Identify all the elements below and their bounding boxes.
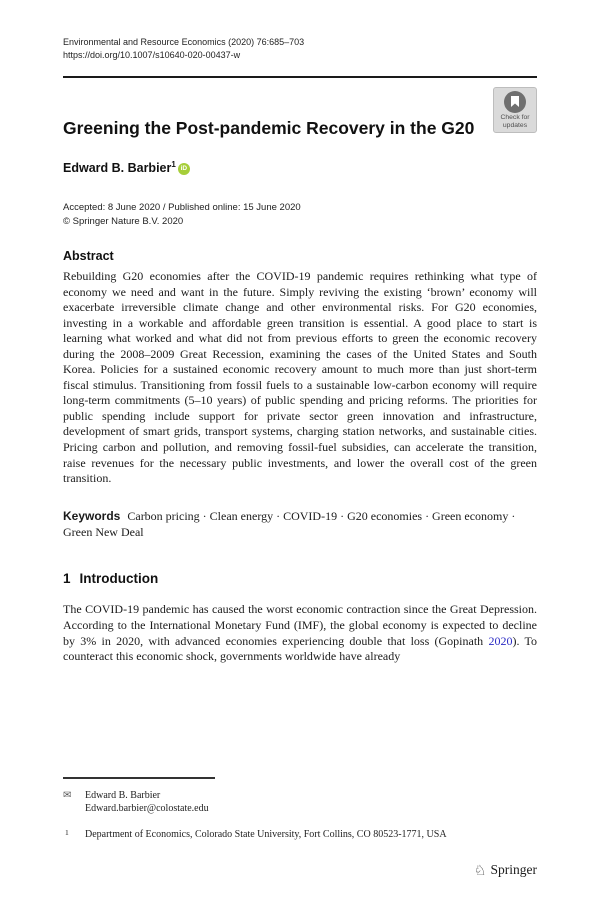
doi-link[interactable]: https://doi.org/10.1007/s10640-020-00437-w bbox=[63, 50, 241, 60]
section-number: 1 bbox=[63, 571, 71, 586]
citation-link-gopinath-2020[interactable]: 2020 bbox=[488, 633, 513, 648]
intro-text-before-citation: The COVID-19 pandemic has caused the worst economic contraction since the Great Depression. According to the International Monetary Fund (IMF), the global economy is expected to decline by 3% in 2020, with advanced economies experiencing double that loss (Gopinath bbox=[63, 602, 537, 648]
affiliation-marker: 1 bbox=[65, 828, 69, 837]
introduction-paragraph bbox=[63, 602, 537, 665]
correspondence-block bbox=[63, 789, 537, 815]
bookmark-shape bbox=[511, 96, 519, 107]
footnote-divider bbox=[63, 777, 215, 779]
springer-logo bbox=[474, 862, 537, 879]
keywords-list: Carbon pricing · Clean energy · COVID-19 · G20 economies · Green economy · Green New Deal bbox=[63, 509, 516, 539]
correspondence-name: Edward B. Barbier bbox=[85, 790, 161, 801]
correspondence-email-link[interactable]: Edward.barbier@colostate.edu bbox=[85, 803, 209, 814]
badge-text-line1: Check for bbox=[500, 114, 530, 121]
author-affiliation-marker: 1 bbox=[171, 160, 176, 169]
article-title: Greening the Post-pandemic Recovery in the G20 bbox=[63, 118, 475, 138]
author-name: Edward B. Barbier bbox=[63, 161, 172, 176]
springer-horse-icon: ♘ bbox=[473, 863, 487, 879]
affiliation-text: Department of Economics, Colorado State University, Fort Collins, CO 80523-1771, USA bbox=[85, 829, 447, 840]
correspondence-text bbox=[85, 789, 537, 815]
intro-text-after-citation: ). To counteract this economic shock, governments worldwide have already bbox=[63, 633, 537, 664]
affiliation-block bbox=[63, 828, 537, 841]
section-title: Introduction bbox=[79, 571, 159, 586]
publisher-name: Springer bbox=[490, 862, 537, 877]
badge-text-line2: updates bbox=[502, 121, 528, 129]
author-line bbox=[63, 160, 537, 175]
journal-citation-line: Environmental and Resource Economics (2020) 76:685–703 bbox=[63, 37, 305, 47]
keywords-line bbox=[63, 509, 537, 540]
bookmark-icon bbox=[504, 91, 526, 113]
header-divider bbox=[63, 76, 537, 78]
orcid-icon[interactable]: iD bbox=[178, 163, 190, 175]
publication-dates bbox=[63, 201, 537, 228]
envelope-icon: ✉ bbox=[63, 790, 72, 801]
journal-header bbox=[63, 36, 537, 62]
keywords-label: Keywords bbox=[63, 509, 121, 523]
section-heading-introduction bbox=[63, 571, 158, 586]
abstract-heading: Abstract bbox=[63, 249, 114, 263]
copyright-line: © Springer Nature B.V. 2020 bbox=[63, 215, 184, 227]
abstract-text: Rebuilding G20 economies after the COVID-19 pandemic requires rethinking what type of economy we need and want in the future. Simply reviving the existing ‘brown’ economy will exacerbate irreversible climate change and other environmental risks. For G20 economies, investing in a workable and affordable green transition is essential. A good place to start is learning what worked and what did not from previous efforts to green the economic recovery during the 2008–2009 Great Recession, examining the cases of the United States and South Korea. Policies for a sustained economic recovery amount to much more than just short-term fiscal stimulus. Transitioning from fossil fuels to a sustainable low-carbon economy will require long-term commitments (5–10 years) of public spending and pricing reforms. The priorities for public spending include support for private sector green innovation and infrastructure, development of smart grids, transport systems, charging station networks, and sustainable cities. Pricing carbon and pollution, and removing fossil-fuel subsidies, can accelerate the transition, raise revenues for the necessary public investments, and lower the overall cost of the green transition. bbox=[63, 269, 537, 486]
accepted-published-line: Accepted: 8 June 2020 / Published online: 15 June 2020 bbox=[63, 202, 301, 213]
